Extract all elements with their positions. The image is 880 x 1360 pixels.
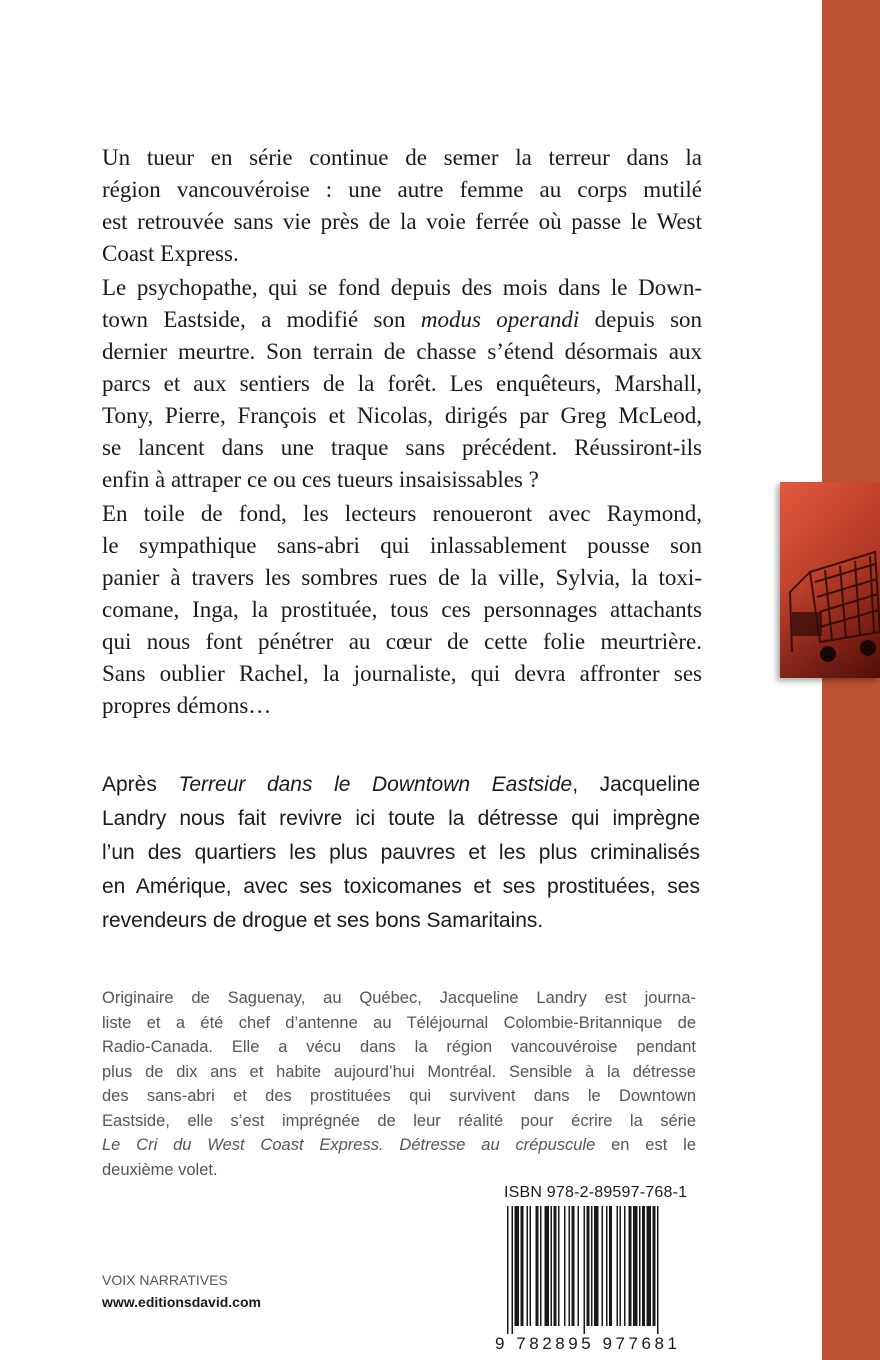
barcode-bar [527, 1206, 529, 1326]
barcode-bar [564, 1206, 566, 1326]
barcode-bar [642, 1206, 645, 1326]
publisher-website[interactable]: www.editionsdavid.com [102, 1294, 261, 1310]
barcode-bar [512, 1206, 514, 1334]
text-line: deuxième volet. [102, 1160, 218, 1179]
barcode-bar [633, 1206, 638, 1326]
barcode-bar [606, 1206, 608, 1326]
isbn-label: ISBN 978-2-89597-768-1 [504, 1184, 688, 1201]
barcode-bar [602, 1206, 604, 1326]
shopping-cart-illustration [780, 482, 880, 678]
barcode-bar [584, 1206, 586, 1334]
barcode-bar [558, 1206, 560, 1326]
text-segment: , Jacqueline [572, 773, 701, 796]
text-segment: en est le [611, 1136, 696, 1154]
barcode-bar [540, 1206, 542, 1326]
text-line: parcs et aux sentiers de la forêt. Les enquêteurs, Marshall, [102, 371, 702, 396]
text-line: En toile de fond, les lecteurs renoueront avec Raymond, [102, 501, 702, 526]
author-bio [102, 986, 696, 1182]
text-line: se lancent dans une traque sans précédent. Réussiront-ils [102, 435, 702, 460]
barcode-bar [507, 1206, 509, 1334]
synopsis-paragraph-1 [102, 142, 702, 270]
text-line: qui nous font pénétrer au cœur de cette folie meurtrière. [102, 629, 702, 654]
text-line [102, 304, 702, 336]
barcode-bars [507, 1206, 659, 1334]
barcode-bar [591, 1206, 593, 1326]
text-line: Landry nous fait revivre ici toute la détresse qui imprègne [102, 807, 700, 830]
text-line: région vancouvéroise : une autre femme au corps mutilé [102, 177, 702, 202]
text-line: est retrouvée sans vie près de la voie ferrée où passe le West [102, 209, 702, 234]
text-line [102, 768, 700, 802]
barcode-bar [515, 1206, 520, 1326]
text-line: l’un des quartiers les plus pauvres et les plus criminalisés [102, 841, 700, 864]
text-line: revendeurs de drogue et ses bons Samaritains. [102, 909, 544, 932]
text-segment: depuis son [594, 307, 703, 332]
collection-name: VOIX NARRATIVES [102, 1272, 228, 1288]
text-line: Un tueur en série continue de semer la terreur dans la [102, 145, 702, 170]
barcode-bar [572, 1206, 575, 1326]
barcode-bar [629, 1206, 632, 1326]
text-line: plus de dix ans et habite aujourd’hui Montréal. Sensible à la détresse [102, 1062, 696, 1081]
text-line: Coast Express. [102, 241, 239, 266]
barcode-bar [530, 1206, 532, 1326]
book-spine [822, 0, 880, 1360]
text-line: comane, Inga, la prostituée, tous ces personnages attachants [102, 597, 702, 622]
text-line: Eastside, elle s’est imprégnée de leur réalité pour écrire la série [102, 1111, 696, 1130]
text-line: Originaire de Saguenay, au Québec, Jacqueline Landry est journa- [102, 989, 696, 1007]
barcode-bar [521, 1206, 524, 1326]
text-line: Sans oublier Rachel, la journaliste, qui devra affronter ses [102, 661, 702, 686]
barcode-bar [639, 1206, 641, 1326]
barcode-bar [578, 1206, 580, 1326]
text-line: enfin à attraper ce ou ces tueurs insaisissables ? [102, 467, 539, 492]
cover-photo-fragment [780, 482, 880, 678]
barcode-bar [536, 1206, 539, 1326]
italic-title: modus operandi [420, 307, 580, 332]
synopsis-paragraph-3 [102, 498, 702, 722]
barcode-bar [569, 1206, 571, 1326]
barcode-bar [620, 1206, 622, 1326]
barcode [493, 1206, 683, 1354]
barcode-bar [657, 1206, 659, 1334]
context-paragraph [102, 768, 700, 938]
text-line: dernier meurtre. Son terrain de chasse s’étend désormais aux [102, 339, 702, 364]
text-line: le sympathique sans-abri qui inlassablement pousse son [102, 533, 702, 558]
text-line: panier à travers les sombres rues de la ville, Sylvia, la toxi- [102, 565, 702, 590]
text-segment: town Eastside, a modifié son [102, 307, 406, 332]
barcode-digits: 9 782895 977681 [495, 1334, 677, 1353]
italic-title: Le Cri du West Coast Express. Détresse au crépuscule [102, 1136, 596, 1154]
text-line: des sans-abri et des prostituées qui survivent dans le Downtown [102, 1087, 696, 1105]
barcode-bar [594, 1206, 599, 1326]
synopsis-paragraph-2 [102, 272, 702, 496]
text-line: Radio-Canada. Elle a vécu dans la région vancouvéroise pendant [102, 1038, 696, 1056]
text-line [102, 1133, 696, 1158]
italic-title: Terreur dans le Downtown Eastside [178, 773, 573, 796]
barcode-bar [624, 1206, 626, 1326]
barcode-bar [554, 1206, 557, 1326]
text-line: en Amérique, avec ses toxicomanes et ses prostituées, ses [102, 875, 700, 898]
text-segment: Après [102, 773, 157, 796]
barcode-bar [653, 1206, 656, 1326]
barcode-bar [587, 1206, 590, 1326]
text-line: Le psychopathe, qui se fond depuis des mois dans le Down- [102, 275, 702, 300]
text-line: liste et a été chef d’antenne au Téléjournal Colombie-Britannique de [102, 1013, 696, 1032]
text-line: Tony, Pierre, François et Nicolas, dirigés par Greg McLeod, [102, 403, 702, 428]
barcode-bar [647, 1206, 652, 1326]
text-line: propres démons… [102, 693, 272, 718]
barcode-bar [617, 1206, 619, 1326]
barcode-bar [609, 1206, 612, 1326]
barcode-bar [545, 1206, 550, 1326]
barcode-bar [551, 1206, 553, 1326]
